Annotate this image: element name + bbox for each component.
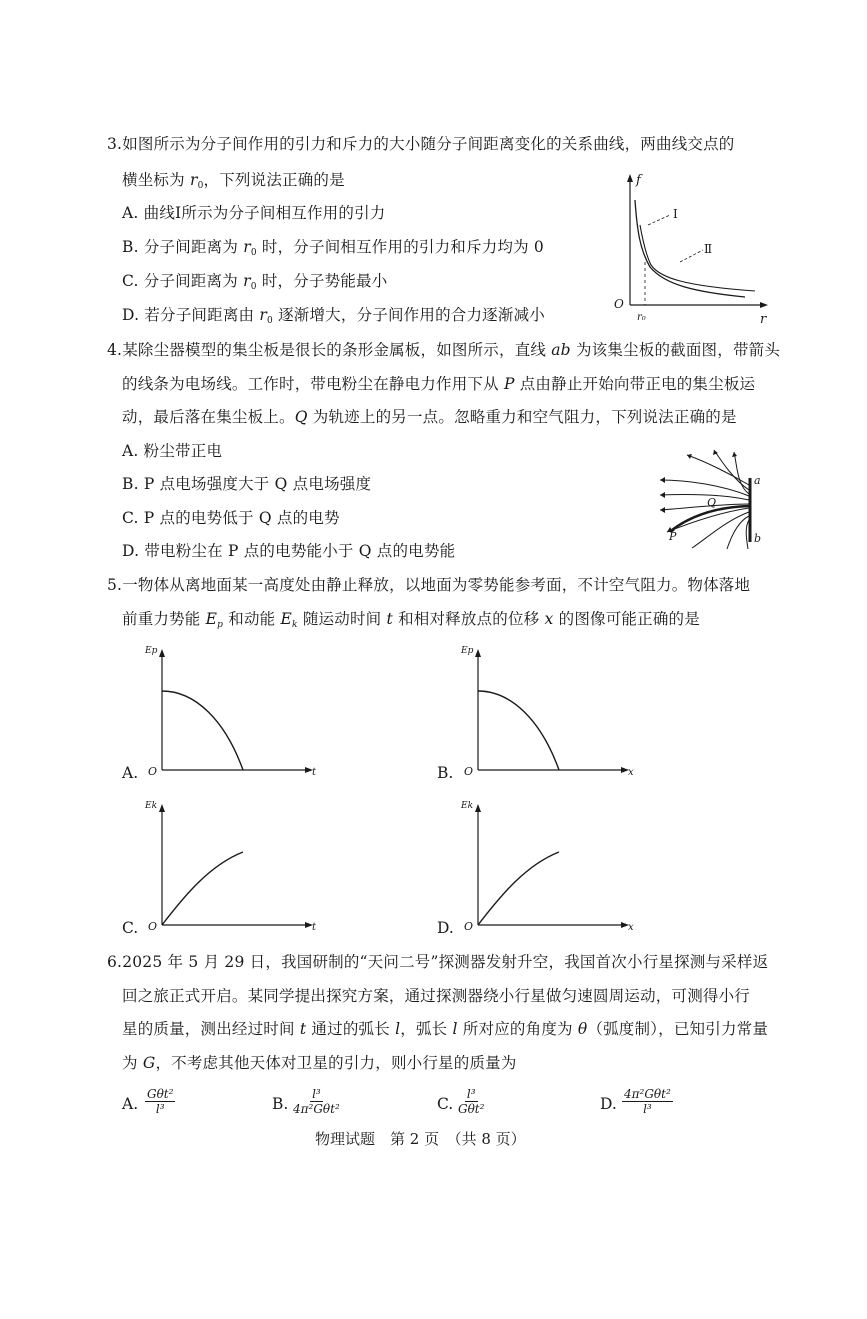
q5-graph-d-ylabel: Ek: [461, 801, 474, 811]
q5-graph-b-origin: O: [464, 765, 474, 778]
q6-option-b-denominator: 4π²Gθt²: [293, 1102, 340, 1116]
q6-option-d-numerator: 4π²Gθt²: [624, 1087, 671, 1101]
q5-stem-line1: 5.一物体从离地面某一高度处由静止释放，以地面为零势能参考面，不计空气阻力。物体落地: [107, 576, 751, 594]
q6-option-d-denominator: l³: [643, 1102, 652, 1116]
q6-option-a-denominator: l³: [155, 1102, 165, 1116]
q6-option-b-numerator: l³: [312, 1087, 321, 1101]
q5-graph-b-ylabel: Ep: [461, 646, 474, 656]
q5-graph-d: [456, 800, 646, 935]
q4-option-b: B. P 点电场强度大于 Q 点电场强度: [122, 475, 372, 493]
q6-option-c-denominator: Gθt²: [458, 1102, 485, 1116]
q4-stem-line2: 的线条为电场线。工作时，带电粉尘在静电力作用下从 P 点由静止开始向带正电的集尘板运: [122, 375, 756, 393]
q5-graph-a-ylabel: Ep: [145, 646, 158, 656]
q3-r0-label: r₀: [637, 312, 646, 323]
q5-graph-d-origin: O: [464, 920, 474, 933]
q5-graph-c: [140, 800, 330, 935]
q4-a-label: a: [754, 474, 761, 487]
q6-option-a-numerator: Gθt²: [147, 1087, 174, 1101]
q6-stem-line2: 回之旅正式开启。某同学提出探究方案，通过探测器绕小行星做匀速圆周运动，可测得小行: [122, 987, 751, 1005]
q4-stem-line1: 4.某除尘器模型的集尘板是很长的条形金属板，如图所示，直线 ab 为该集尘板的截面图，带箭头: [107, 341, 781, 359]
q3-option-a: A. 曲线Ⅰ所示为分子间相互作用的引力: [122, 204, 386, 222]
q6-option-a-letter: A.: [122, 1095, 139, 1113]
q6-option-c-fraction: [458, 1087, 484, 1116]
q5-graph-a-letter: A.: [122, 764, 139, 782]
q6-option-d-fraction: [622, 1087, 673, 1116]
q6-option-b-letter: B.: [272, 1095, 289, 1113]
q5-graph-c-letter: C.: [122, 919, 139, 937]
q5-graph-b-xlabel: x: [628, 767, 634, 778]
q5-stem-line2: 前重力势能 $E_p$ 和动能 $E_k$ 随运动时间 t 和相对释放点的位移 x 的图像可能正确的是: [122, 610, 700, 630]
q6-stem-line3: 星的质量，测出经过时间 t 通过的弧长 l，弧长 l 所对应的角度为 θ（弧度制），已知引力常量: [122, 1020, 769, 1038]
q3-f-label: f: [636, 173, 641, 188]
page-footer: 物理试题 第 2 页 （共 8 页）: [315, 1130, 526, 1148]
q3-curve-i-label: Ⅰ: [673, 207, 678, 221]
q5-graph-a-xlabel: t: [312, 767, 317, 778]
q5-graph-c-ylabel: Ek: [145, 801, 158, 811]
q5-graph-a-origin: O: [148, 765, 158, 778]
q5-graph-d-letter: D.: [437, 919, 454, 937]
q3-force-figure: [605, 170, 775, 330]
q4-b-label: b: [754, 532, 762, 545]
q4-p-label: P: [669, 530, 677, 543]
q3-origin-label: O: [614, 297, 624, 311]
q5-graph-b-letter: B.: [437, 764, 454, 782]
q6-option-b-fraction: [293, 1087, 340, 1116]
q3-r-label: r: [760, 312, 767, 327]
q4-field-figure: [652, 450, 772, 550]
q3-option-d: D. 若分子间距离由 $r_0$ 逐渐增大，分子间作用的合力逐渐减小: [122, 306, 545, 326]
q3-curve-ii-label: Ⅱ: [704, 242, 713, 256]
q6-stem-line4: 为 G，不考虑其他天体对卫星的引力，则小行星的质量为: [122, 1054, 517, 1072]
q6-stem-line1: 6.2025 年 5 月 29 日，我国研制的“天问二号”探测器发射升空，我国首次小行星探测与采样返: [107, 953, 769, 971]
q3-option-b: B. 分子间距离为 $r_0$ 时，分子间相互作用的引力和斥力均为 0: [122, 238, 544, 258]
q4-option-c: C. P 点的电势低于 Q 点的电势: [122, 509, 340, 527]
q6-option-a-fraction: [145, 1087, 175, 1116]
q6-option-d-letter: D.: [600, 1095, 617, 1113]
q5-graph-c-origin: O: [148, 920, 158, 933]
q3-option-c: C. 分子间距离为 $r_0$ 时，分子势能最小: [122, 272, 388, 292]
q4-option-a: A. 粉尘带正电: [122, 442, 223, 460]
q5-graph-a: [140, 645, 330, 780]
q5-graph-c-xlabel: t: [312, 922, 317, 933]
q5-graph-d-xlabel: x: [628, 922, 634, 933]
q4-stem-line3: 动，最后落在集尘板上。Q 为轨迹上的另一点。忽略重力和空气阻力，下列说法正确的是: [122, 408, 737, 426]
q4-q-label: Q: [707, 496, 717, 509]
q4-option-d: D. 带电粉尘在 P 点的电势能小于 Q 点的电势能: [122, 542, 456, 560]
q3-stem-line2: 横坐标为 $r_0$，下列说法正确的是: [122, 171, 345, 191]
q6-option-c-numerator: l³: [466, 1087, 476, 1101]
q6-option-c-letter: C.: [437, 1095, 454, 1113]
q5-graph-b: [456, 645, 646, 780]
q3-stem-line1: 3.如图所示为分子间作用的引力和斥力的大小随分子间距离变化的关系曲线，两曲线交点的: [107, 135, 735, 153]
